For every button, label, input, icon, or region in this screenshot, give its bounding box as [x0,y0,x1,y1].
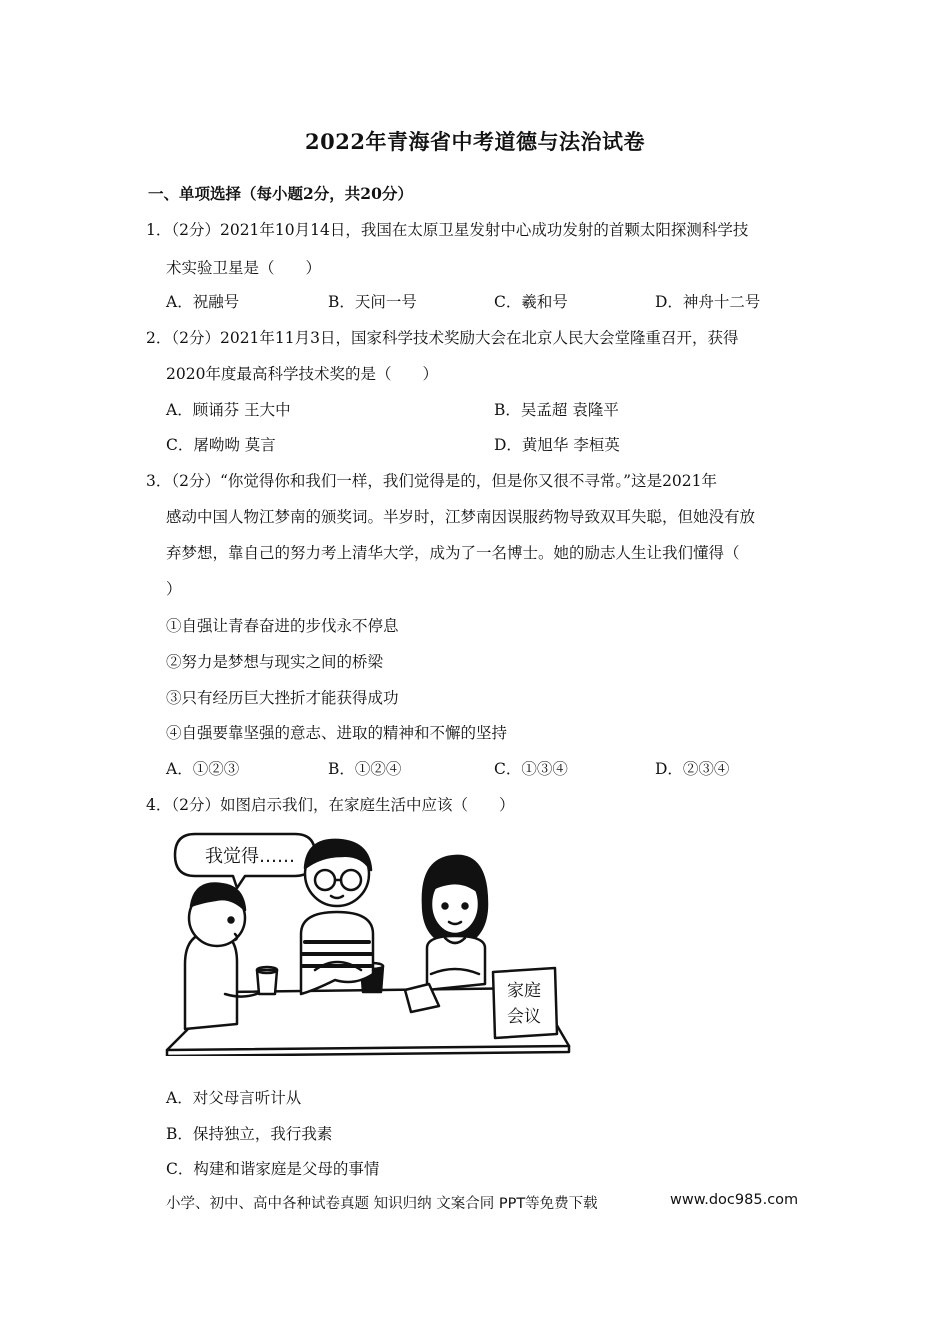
question-4-stem: 4．（2分）如图启示我们，在家庭生活中应该（ ） [146,796,515,814]
question-2-stem-line1: 2．（2分）2021年11月3日，国家科学技术奖励大会在北京人民大会堂隆重召开，获得 [146,329,739,347]
question-4-option-a: A．对父母言听计从 [166,1089,302,1107]
footer-url[interactable]: www.doc985.com [670,1192,799,1208]
question-3-statement-2: ②努力是梦想与现实之间的桥梁 [166,653,384,671]
question-2-option-a: A．顾诵芬 王大中 [166,401,291,419]
father-figure [301,840,373,994]
question-3-option-c: C．①③④ [494,760,568,778]
cup-left [257,967,277,994]
question-2-stem-line2: 2020年度最高科学技术奖的是（ ） [166,365,438,383]
question-2-option-c: C．屠呦呦 莫言 [166,436,276,454]
question-3-option-a: A．①②③ [166,760,240,778]
question-4-option-b: B．保持独立，我行我素 [166,1125,333,1143]
question-3-stem-line4: ） [166,580,182,598]
question-2-option-b: B．吴孟超 袁隆平 [494,401,619,419]
sign-text-line1: 家庭 [507,981,541,1001]
question-3-stem-line1: 3．（2分）“你觉得你和我们一样，我们觉得是的，但是你又很不寻常。”这是2021年 [146,472,718,490]
footer-text: 小学、初中、高中各种试卷真题 知识归纳 文案合同 PPT等免费下载 [166,1196,598,1212]
question-3-option-b: B．①②④ [328,760,402,778]
family-meeting-sign [493,968,557,1038]
question-1-option-b: B．天问一号 [328,293,417,311]
question-1-option-c: C．羲和号 [494,293,568,311]
family-meeting-cartoon [165,824,571,1056]
question-3-statement-4: ④自强要靠坚强的意志、进取的精神和不懈的坚持 [166,724,508,742]
mother-figure [423,856,487,990]
section-heading: 一、单项选择（每小题2分，共20分） [148,184,413,203]
page-title: 2022年青海省中考道德与法治试卷 [305,129,645,154]
speech-bubble-text: 我觉得…… [205,846,295,867]
sign-text-line2: 会议 [507,1007,541,1027]
question-1-stem-line2: 术实验卫星是（ ） [166,259,322,277]
question-3-statement-3: ③只有经历巨大挫折才能获得成功 [166,689,399,707]
question-1-option-a: A．祝融号 [166,293,240,311]
question-2-option-d: D．黄旭华 李桓英 [494,436,620,454]
question-3-option-d: D．②③④ [655,760,730,778]
question-1-stem-line1: 1．（2分）2021年10月14日，我国在太原卫星发射中心成功发射的首颗太阳探测科学技 [146,221,749,239]
question-4-option-c: C．构建和谐家庭是父母的事情 [166,1160,380,1178]
question-3-stem-line2: 感动中国人物江梦南的颁奖词。半岁时，江梦南因误服药物导致双耳失聪，但她没有放 [166,508,756,526]
question-3-statement-1: ①自强让青春奋进的步伐永不停息 [166,617,399,635]
question-3-stem-line3: 弃梦想，靠自己的努力考上清华大学，成为了一名博士。她的励志人生让我们懂得（ [166,544,740,562]
question-1-option-d: D．神舟十二号 [655,293,761,311]
